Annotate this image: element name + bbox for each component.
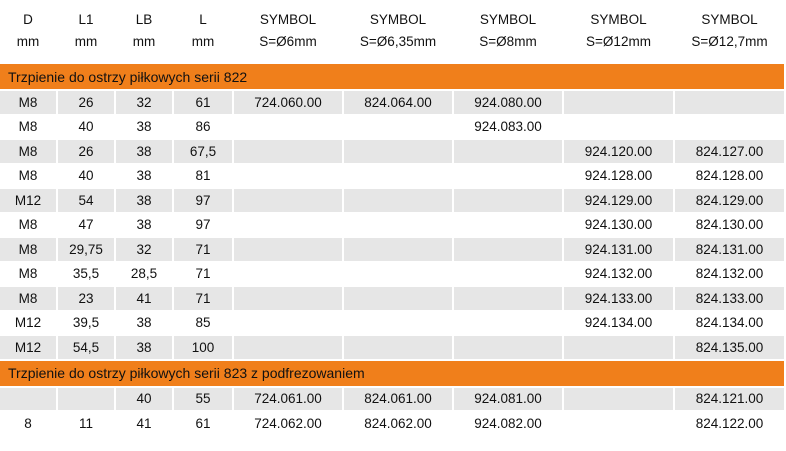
table-cell	[344, 165, 454, 190]
table-cell: 40	[58, 116, 116, 141]
table-cell: 724.062.00	[234, 412, 344, 437]
table-cell: M8	[0, 140, 58, 165]
table-cell	[234, 165, 344, 190]
table-cell: 38	[116, 140, 174, 165]
table-cell: M8	[0, 116, 58, 141]
table-cell	[564, 388, 675, 413]
header-symbol-8: SYMBOL S=Ø8mm	[454, 0, 564, 64]
table-cell: M8	[0, 214, 58, 239]
section-header	[0, 361, 786, 388]
table-cell	[234, 116, 344, 141]
table-cell	[454, 165, 564, 190]
table-cell: 11	[58, 412, 116, 437]
section-title: Trzpienie do ostrzy piłkowych serii 822	[0, 64, 786, 91]
table-cell: 824.129.00	[675, 189, 786, 214]
table-cell: 26	[58, 91, 116, 116]
table-cell: 26	[58, 140, 116, 165]
table-cell: 23	[58, 287, 116, 312]
header-d: D mm	[0, 0, 58, 64]
table-cell: 38	[116, 312, 174, 337]
table-row	[0, 312, 786, 337]
table-cell	[564, 336, 675, 361]
table-cell: 924.083.00	[454, 116, 564, 141]
table-cell: 924.132.00	[564, 263, 675, 288]
table-row	[0, 238, 786, 263]
table-cell	[454, 263, 564, 288]
table-cell	[454, 214, 564, 239]
table-cell	[344, 116, 454, 141]
table-cell: 54,5	[58, 336, 116, 361]
header-lb: LB mm	[116, 0, 174, 64]
table-cell	[234, 312, 344, 337]
table-cell: 924.131.00	[564, 238, 675, 263]
table-cell: 86	[174, 116, 234, 141]
table-body	[0, 64, 786, 437]
table-cell: 41	[116, 287, 174, 312]
header-symbol-12-7: SYMBOL S=Ø12,7mm	[675, 0, 786, 64]
table-cell	[454, 287, 564, 312]
table-cell: 32	[116, 91, 174, 116]
table-cell: 824.135.00	[675, 336, 786, 361]
table-row	[0, 263, 786, 288]
table-cell: 81	[174, 165, 234, 190]
table-cell: 824.130.00	[675, 214, 786, 239]
table-cell: M8	[0, 263, 58, 288]
table-cell: 38	[116, 336, 174, 361]
table-cell: 40	[58, 165, 116, 190]
table-cell	[454, 140, 564, 165]
table-cell	[675, 116, 786, 141]
table-cell: M12	[0, 312, 58, 337]
table-cell	[564, 91, 675, 116]
header-l1: L1 mm	[58, 0, 116, 64]
table-cell: 71	[174, 263, 234, 288]
table-cell: 29,75	[58, 238, 116, 263]
table-cell: M12	[0, 336, 58, 361]
table-row	[0, 165, 786, 190]
header-row	[0, 0, 786, 64]
table-cell: 824.127.00	[675, 140, 786, 165]
table-row	[0, 412, 786, 437]
table-cell: 71	[174, 238, 234, 263]
table-cell: 924.130.00	[564, 214, 675, 239]
table-row	[0, 116, 786, 141]
table-cell	[344, 140, 454, 165]
table-cell: M8	[0, 238, 58, 263]
table-cell: M8	[0, 91, 58, 116]
table-cell	[454, 336, 564, 361]
table-cell	[234, 336, 344, 361]
table-row	[0, 287, 786, 312]
table-cell: 924.133.00	[564, 287, 675, 312]
table-cell	[344, 263, 454, 288]
table-cell: 61	[174, 412, 234, 437]
table-cell	[0, 388, 58, 413]
header-symbol-6-35: SYMBOL S=Ø6,35mm	[344, 0, 454, 64]
table-cell	[234, 238, 344, 263]
table-cell: 824.122.00	[675, 412, 786, 437]
table-cell	[234, 140, 344, 165]
table-cell: 97	[174, 214, 234, 239]
table-cell	[344, 214, 454, 239]
table-cell	[234, 189, 344, 214]
table-cell: 8	[0, 412, 58, 437]
table-cell	[234, 263, 344, 288]
table-cell: 54	[58, 189, 116, 214]
table-cell: 38	[116, 189, 174, 214]
table-cell: 55	[174, 388, 234, 413]
table-cell	[454, 238, 564, 263]
table-cell: 824.064.00	[344, 91, 454, 116]
table-cell: 28,5	[116, 263, 174, 288]
table-cell: 724.060.00	[234, 91, 344, 116]
table-cell: 724.061.00	[234, 388, 344, 413]
table-cell: 824.132.00	[675, 263, 786, 288]
table-cell: 824.062.00	[344, 412, 454, 437]
table-cell	[344, 312, 454, 337]
table-row	[0, 140, 786, 165]
table-cell: M12	[0, 189, 58, 214]
table-cell: 100	[174, 336, 234, 361]
table-row	[0, 189, 786, 214]
table-cell: 47	[58, 214, 116, 239]
table-cell: 97	[174, 189, 234, 214]
table-cell: 924.081.00	[454, 388, 564, 413]
table-cell: 38	[116, 214, 174, 239]
table-cell: 35,5	[58, 263, 116, 288]
table-cell: 41	[116, 412, 174, 437]
table-cell: 924.080.00	[454, 91, 564, 116]
table-cell	[675, 91, 786, 116]
header-l: L mm	[174, 0, 234, 64]
table-cell: 924.134.00	[564, 312, 675, 337]
section-header	[0, 64, 786, 91]
table-row	[0, 91, 786, 116]
table-cell: 824.121.00	[675, 388, 786, 413]
table-cell: 71	[174, 287, 234, 312]
table-cell	[454, 312, 564, 337]
table-row	[0, 388, 786, 413]
table-cell	[344, 238, 454, 263]
table-cell: 824.133.00	[675, 287, 786, 312]
table-cell: 67,5	[174, 140, 234, 165]
table-cell: 924.128.00	[564, 165, 675, 190]
table-cell: 824.131.00	[675, 238, 786, 263]
table-cell: 61	[174, 91, 234, 116]
table-row	[0, 214, 786, 239]
table-cell	[344, 336, 454, 361]
header-symbol-12: SYMBOL S=Ø12mm	[564, 0, 675, 64]
table-cell: 924.082.00	[454, 412, 564, 437]
table-cell	[58, 388, 116, 413]
table-cell: 39,5	[58, 312, 116, 337]
table-cell: 924.120.00	[564, 140, 675, 165]
table-cell: M8	[0, 287, 58, 312]
table-cell: 824.128.00	[675, 165, 786, 190]
table-cell	[344, 189, 454, 214]
table-cell	[564, 116, 675, 141]
table-cell: 824.134.00	[675, 312, 786, 337]
table-cell	[234, 214, 344, 239]
table-cell: 824.061.00	[344, 388, 454, 413]
table-cell	[564, 412, 675, 437]
table-cell: 38	[116, 116, 174, 141]
table-cell: M8	[0, 165, 58, 190]
section-title: Trzpienie do ostrzy piłkowych serii 823 z podfrezowaniem	[0, 361, 786, 388]
table-cell: 40	[116, 388, 174, 413]
table-cell	[344, 287, 454, 312]
header-symbol-6: SYMBOL S=Ø6mm	[234, 0, 344, 64]
table-cell: 924.129.00	[564, 189, 675, 214]
table-cell: 38	[116, 165, 174, 190]
table-cell: 85	[174, 312, 234, 337]
table-cell: 32	[116, 238, 174, 263]
table-cell	[234, 287, 344, 312]
table-cell	[454, 189, 564, 214]
table-row	[0, 336, 786, 361]
